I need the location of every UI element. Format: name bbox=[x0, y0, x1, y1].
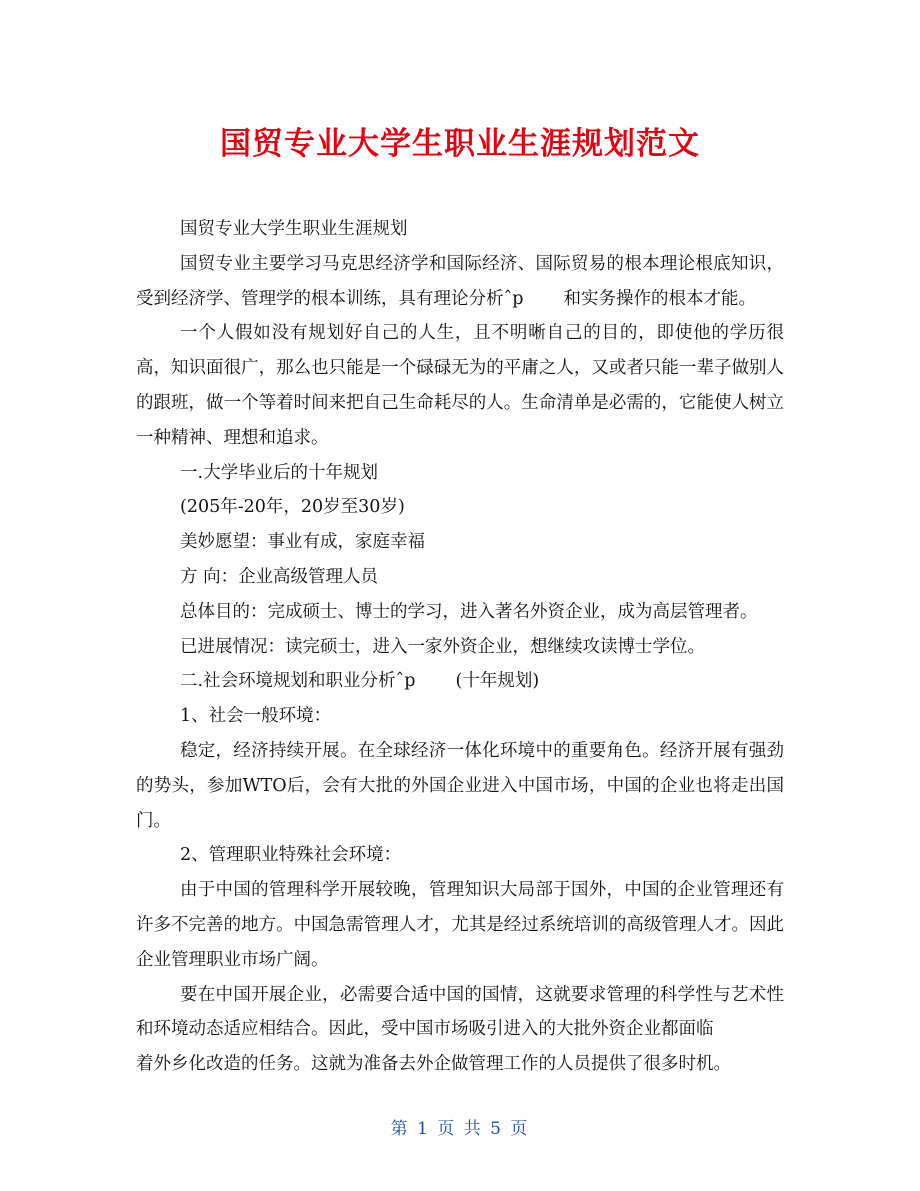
intro-paragraph bbox=[136, 247, 784, 317]
subsection1-heading: 1、社会一般环境： bbox=[180, 706, 332, 727]
document-body bbox=[136, 212, 784, 1082]
section1-direction: 方 向：企业高级管理人员 bbox=[180, 566, 379, 587]
section1-period: (205年-20年，20岁至30岁) bbox=[180, 497, 405, 518]
subsection2-heading: 2、管理职业特殊社会环境： bbox=[180, 845, 402, 866]
document-title: 国贸专业大学生职业生涯规划范文 bbox=[220, 126, 700, 162]
subtitle: 国贸专业大学生职业生涯规划 bbox=[180, 219, 408, 239]
life-paragraph: 一个人假如没有规划好自己的人生，且不明晰自己的目的，即使他的学历很高，知识面很广，那么也只能是一个碌碌无为的平庸之人，又或者只能一辈子做别人的跟班，做一个等着时间来把自己生命耗尽的人。生命清单是必需的，它能使人树立一种精神、理想和追求。 bbox=[136, 323, 784, 448]
section1-progress: 已进展情况：读完硕士，进入一家外资企业，想继续攻读博士学位。 bbox=[180, 636, 705, 657]
subsection1-text: 稳定，经济持续开展。在全球经济一体化环境中的重要角色。经济开展有强劲的势头，参加WTO后，会有大批的外国企业进入中国市场，中国的企业也将走出国门。 bbox=[136, 740, 784, 831]
section1-goal: 总体目的：完成硕士、博士的学习，进入著名外资企业，成为高层管理者。 bbox=[180, 601, 758, 622]
section1-vision: 美妙愿望：事业有成，家庭幸福 bbox=[180, 532, 425, 553]
intro-text: 国贸专业主要学习马克思经济学和国际经济、国际贸易的根本理论根底知识，受到经济学、管理学的根本训练，具有理论分析ˆp bbox=[136, 253, 784, 309]
final-paragraph-line1: 要在中国开展企业，必需要合适中国的国情，这就要求管理的科学性与艺术性和环境动态适应相结合。因此，受中国市场吸引进入的大批外资企业都面临 bbox=[136, 984, 784, 1040]
intro-text-end: 和实务操作的根本才能。 bbox=[563, 288, 756, 309]
section2-heading-text: 二.社会环境规划和职业分析ˆp bbox=[180, 671, 416, 692]
subsection2-text: 由于中国的管理科学开展较晚，管理知识大局部于国外，中国的企业管理还有许多不完善的地方。中国急需管理人才，尤其是经过系统培训的高级管理人才。因此企业管理职业市场广阔。 bbox=[136, 880, 784, 970]
section1-heading: 一.大学毕业后的十年规划 bbox=[180, 462, 379, 483]
section2-heading bbox=[136, 664, 784, 699]
section2-heading-suffix: (十年规划) bbox=[455, 671, 540, 692]
page-footer: 第 1 页 共 5 页 bbox=[390, 1119, 530, 1139]
final-paragraph-line2: 着外乡化改造的任务。这就为准备去外企做管理工作的人员提供了很多时机。 bbox=[136, 1054, 731, 1075]
